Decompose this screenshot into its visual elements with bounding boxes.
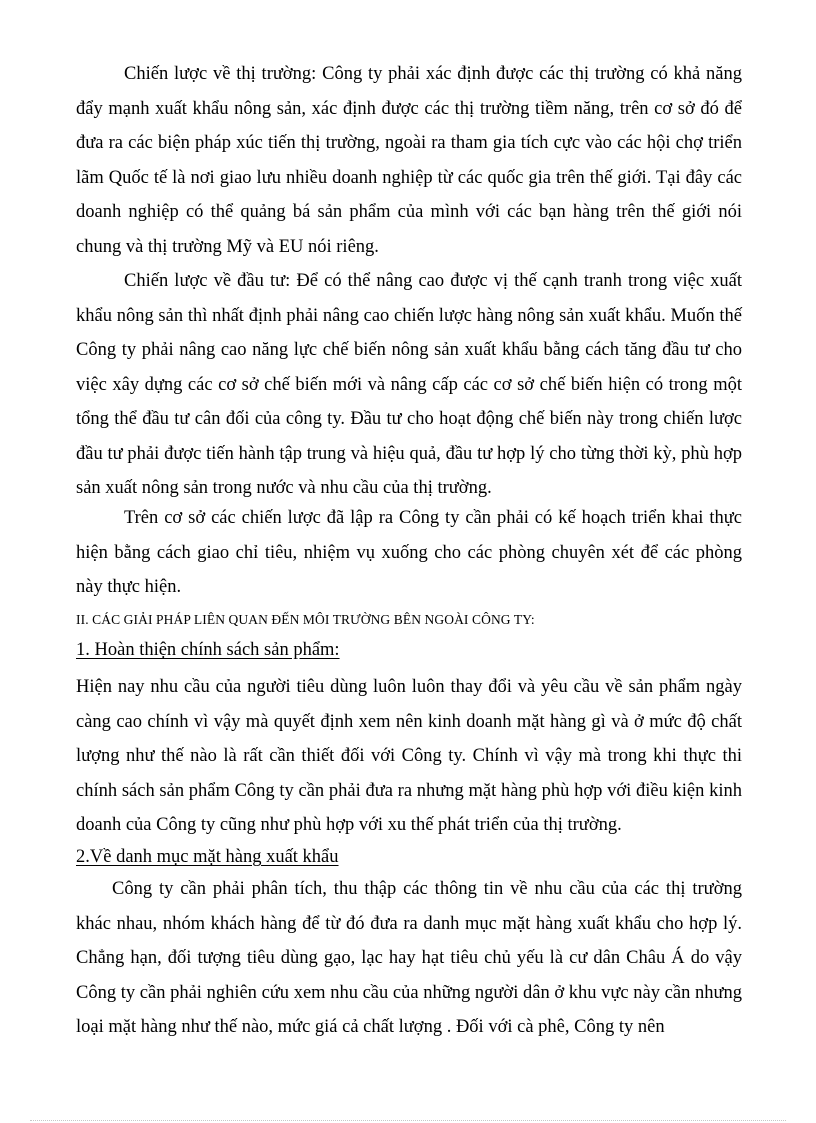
paragraph-product-policy: Hiện nay nhu cầu của người tiêu dùng luôn luôn thay đổi và yêu cầu về sản phẩm ngày càng cao chính vì vậy mà quyết định xem nên kinh doanh mặt hàng gì và ở mức độ chất lượng như thế nào là rất cần thiết đối với Công ty. Chính vì vậy mà trong khi thực thi chính sách sản phẩm Công ty cần phải đưa ra nhưng mặt hàng phù hợp với điều kiện kinh doanh của Công ty cũng như phù hợp với xu thế phát triển của thị trường. [76, 677, 742, 835]
paragraph-export-product-list: Công ty cần phải phân tích, thu thập các thông tin về nhu cầu của các thị trường khác nhau, nhóm khách hàng để từ đó đưa ra danh mục mặt hàng xuất khẩu cho hợp lý. Chẳng hạn, đối tượng tiêu dùng gạo, lạc hay hạt tiêu chủ yếu là cư dân Châu Á do vậy Công ty cần phải nghiên cứu xem nhu cầu của những người dân ở khu vực này cần nhưng loại mặt hàng như thế nào, mức giá cả chất lượng . Đối với cà phê, Công ty nên [76, 879, 742, 1037]
page-footer-divider [30, 1120, 786, 1121]
paragraph-market-strategy: Chiến lược về thị trường: Công ty phải xác định được các thị trường có khả năng đẩy mạnh xuất khẩu nông sản, xác định được các thị trường tiềm năng, trên cơ sở đó để đưa ra các biện pháp xúc tiến thị trường, ngoài ra tham gia tích cực vào các hội chợ triển lãm Quốc tế là nơi giao lưu nhiều doanh nghiệp từ các quốc gia trên thế giới. Tại đây các doanh nghiệp có thể quảng bá sản phẩm của mình với các bạn hàng trên thế giới nói chung và thị trường Mỹ và EU nói riêng. [76, 64, 742, 257]
subheading-product-policy: 1. Hoàn thiện chính sách sản phẩm: [76, 640, 340, 660]
paragraph-implementation: Trên cơ sở các chiến lược đã lập ra Công ty cần phải có kế hoạch triển khai thực hiện bằng cách giao chỉ tiêu, nhiệm vụ xuống cho các phòng chuyên xét để các phòng này thực hiện. [76, 508, 742, 597]
subheading-export-product-list: 2.Về danh mục mặt hàng xuất khẩu [76, 847, 339, 867]
section-heading-external-solutions: II. CÁC GIẢI PHÁP LIÊN QUAN ĐẾN MÔI TRƯỜNG BÊN NGOÀI CÔNG TY: [76, 612, 535, 627]
paragraph-investment-strategy: Chiến lược về đầu tư: Để có thể nâng cao được vị thế cạnh tranh trong việc xuất khẩu nông sản thì nhất định phải nâng cao chiến lược hàng nông sản xuất khẩu. Muốn thế Công ty phải nâng cao năng lực chế biến nông sản xuất khẩu bằng cách tăng đầu tư cho việc xây dựng các cơ sở chế biến mới và nâng cấp các cơ sở chế biến hiện có trong một tổng thể đầu tư cân đối của công ty. Đầu tư cho hoạt động chế biến này trong chiến lược đầu tư phải được tiến hành tập trung và hiệu quả, đầu tư hợp lý cho từng thời kỳ, phù hợp sản xuất nông sản trong nước và nhu cầu của thị trường. [76, 271, 742, 498]
